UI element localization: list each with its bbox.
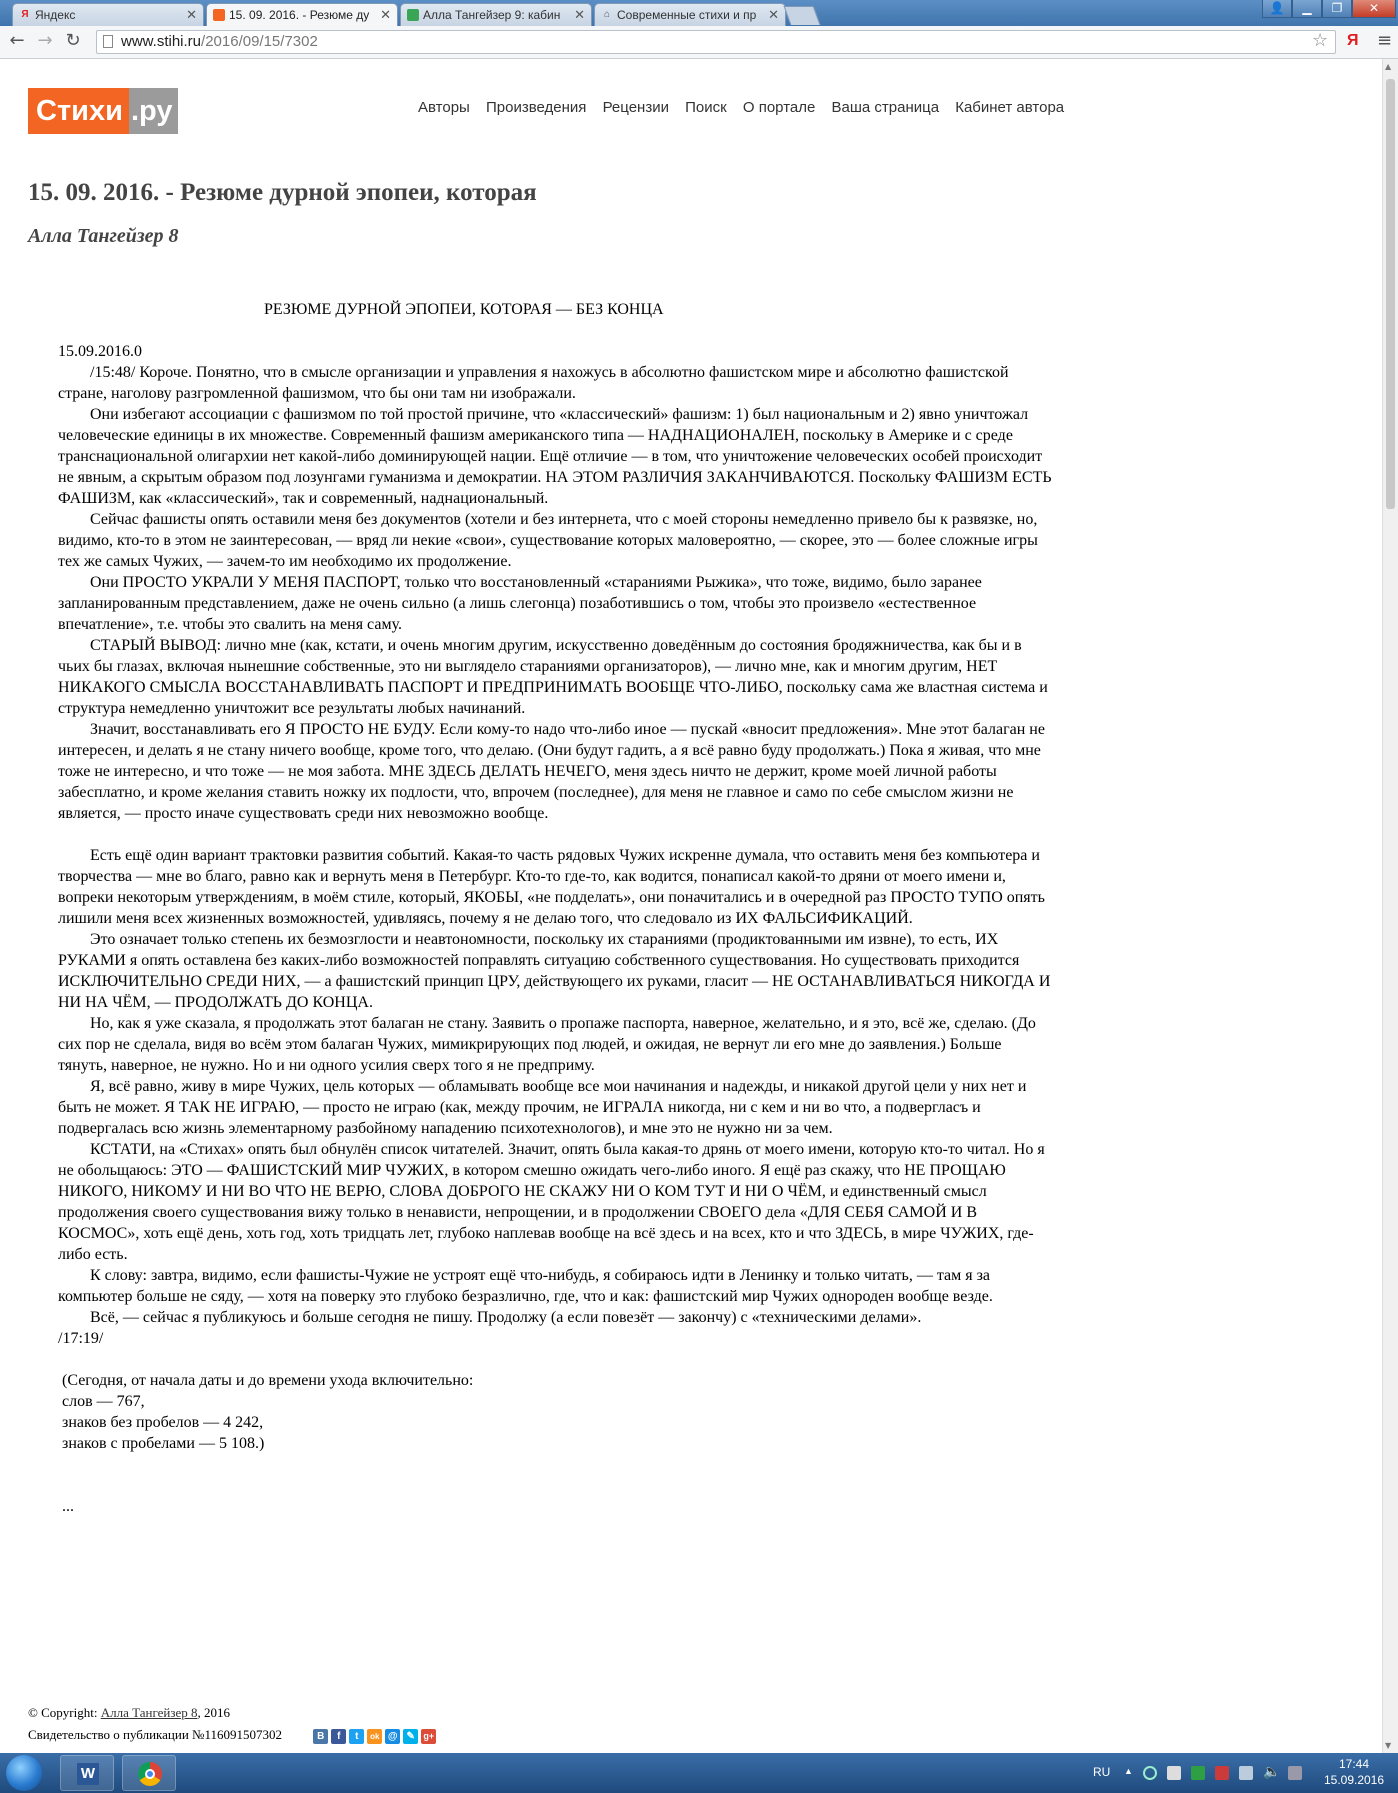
browser-tab-bar (0, 0, 1398, 26)
paragraph: КСТАТИ, на «Стихах» опять был обнулён список читателей. Значит, опять была какая-то дрянь от моего имени, которую кто-то читал. Но я не обольщаюсь: ЭТО — ФАШИСТСКИЙ МИР ЧУЖИХ, в котором смешно ожидать чего-либо иного. Я ещё раз скажу, что НЕ ПРОЩАЮ НИКОГО, НИКОМУ И НИ ВО ЧТО НЕ ВЕРЮ, СЛОВА ДОБРОГО НЕ СКАЖУ НИ О КОМ ТУТ И НИ О ЧЁМ, и единственный смысл продолжения своего существования вижу только в ненависти, непрощении, и в продолжении СВОЕГО дела «ДЛЯ СЕБЯ САМОЙ И В КОСМОС», хоть ещё день, хоть год, хоть тридцать лет, глубоко наплевав вообще на всё здесь и на всех, кто и что ЗДЕСЬ, в мире ЧУЖИХ, где-либо есть. (58, 1141, 1045, 1263)
reload-icon[interactable]: ↻ (65, 30, 81, 51)
taskbar-chrome[interactable] (122, 1755, 176, 1791)
paragraph: Сейчас фашисты опять оставили меня без документов (хотели и без интернета, что с моей стороны немедленно привело бы к развязке, но, видимо, кто-то в этом не заинтересован, — вряд ли некие «свои», существование которых маловероятно, — скорее, это — более сложные игры тех же самых Чужих, — зачем-то им необходимо их продолжение. (58, 511, 1038, 570)
share-buttons (313, 1729, 436, 1744)
word-stats (58, 1370, 1054, 1454)
site-navigation (418, 99, 1076, 116)
tab-close-icon[interactable]: ✕ (186, 7, 197, 22)
close-window-button[interactable]: ✕ (1352, 0, 1396, 18)
tray-antivirus-icon[interactable] (1191, 1766, 1205, 1780)
odnoklassniki-icon[interactable]: ok (367, 1729, 382, 1744)
ellipsis: ... (62, 1498, 74, 1515)
stats-line: слов — 767, (62, 1393, 145, 1410)
nav-about[interactable]: О портале (742, 99, 816, 116)
paragraph: Есть ещё один вариант трактовки развития событий. Какая-то часть рядовых Чужих искренне думала, что оставить меня без компьютера и творчества — мне во благо, равно как и вернуть меня в Петербург. Кто-то где-то, как водится, понаписал какой-то дряни от моего имени и, вопреки некоторым утверждениям, в моём стиле, который, ЯКОБЫ, «не подделать», они поначитались и в очередной раз ПРОСТО ТУПО опять лишили меня всех жизненных возможностей, удивляясь, почему я не делаю того, что следовало из ИХ ФАЛЬСИФИКАЦИЙ. (58, 847, 1045, 927)
address-bar[interactable] (96, 30, 1336, 54)
copyright-prefix: © Copyright: (28, 1705, 101, 1720)
url-host: www.stihi.ru (121, 33, 202, 50)
nav-your-page[interactable]: Ваша страница (831, 99, 940, 116)
tab-current-work[interactable] (206, 3, 398, 26)
copyright-author-link[interactable]: Алла Тангейзер 8 (100, 1705, 198, 1720)
paragraph: Это означает только степень их безмозглости и неавтономности, поскольку их стараниями (продиктованными им извне), то есть, ИХ РУКАМИ я опять оставлена без каких-либо возможностей поправлять ситуацию собственного существования. Но существовать приходится ИСКЛЮЧИТЕЛЬНО СРЕДИ НИХ, — а фашистский принцип ЦРУ, действующего их руками, гласит — НЕ ОСТАНАВЛИВАТЬСЯ НИКОГДА И НИ НА ЧЁМ, — ПРОДОЛЖАТЬ ДО КОНЦА. (58, 931, 1051, 1011)
googleplus-icon[interactable]: g+ (421, 1729, 436, 1744)
nav-authors[interactable]: Авторы (418, 99, 470, 116)
tray-keyboard-icon[interactable] (1288, 1766, 1302, 1780)
tray-expand-icon[interactable]: ▲ (1124, 1766, 1133, 1776)
tab-cabinet[interactable] (400, 3, 592, 26)
green-favicon-icon (407, 9, 419, 21)
tab-yandex[interactable] (12, 3, 204, 26)
browser-toolbar (0, 26, 1398, 59)
paragraph: Но, как я уже сказала, я продолжать этот балаган не стану. Заявить о пропаже паспорта, наверное, желательно, и я это, всё же, сделаю. (До сих пор не сделала, видя во всём этом балаган Чужих, мимикрирующих под людей, и ожидая, не вернут ли его мне до заявления.) Больше тянуть, наверное, не нужно. Но и ни одного усилия сверх того я не предприму. (58, 1015, 1036, 1074)
logo-part-1: Стихи (28, 88, 129, 134)
paragraph: /15:48/ Короче. Понятно, что в смысле организации и управления я нахожусь в абсолютно фашистском мире и абсолютно фашистской стране, наголову разгромленной фашизмом, что бы они там ни изображали. (58, 364, 1009, 402)
yandex-button[interactable]: Я (1347, 32, 1359, 49)
tab-modern-poems[interactable] (594, 3, 786, 26)
facebook-icon[interactable]: f (331, 1729, 346, 1744)
paragraph: К слову: завтра, видимо, если фашисты-Чужие не устроят ещё что-нибудь, я собираюсь идти в Ленинку и только читать, — там я за компьютер больше не сяду, — хотя на поверку это глубоко безразлично, где, что и как: фашистский мир Чужих однороден вообще везде. (58, 1267, 993, 1305)
tab-label: Современные стихи и пр (617, 8, 757, 22)
user-icon[interactable]: 👤 (1262, 0, 1292, 18)
certificate-text: Свидетельство о публикации №116091507302 (28, 1727, 282, 1742)
tab-close-icon[interactable]: ✕ (574, 7, 585, 22)
stats-line: знаков с пробелами — 5 108.) (62, 1435, 265, 1452)
site-logo[interactable] (28, 88, 178, 134)
work-title: 15. 09. 2016. - Резюме дурной эпопеи, которая (28, 179, 537, 206)
tab-close-icon[interactable]: ✕ (768, 7, 779, 22)
vertical-scrollbar[interactable] (1382, 59, 1398, 1753)
paragraph: Я, всё равно, живу в мире Чужих, цель которых — обламывать вообще все мои начинания и надежды, и никакой другой цели у них нет и быть не может. Я ТАК НЕ ИГРАЮ, — просто не играю (как, между прочим, не ИГРАЛА никогда, ни с кем и ни во что, а подвергласъ и подвергалась всю жизнь элементарному разбойному нападению психотехнологов), и мне это не нужно ни за чем. (58, 1078, 1027, 1137)
date-line: 15.09.2016.0 (58, 343, 142, 360)
maximize-button[interactable]: ❐ (1322, 0, 1352, 18)
word-icon: W (77, 1763, 99, 1785)
work-author[interactable]: Алла Тангейзер 8 (28, 225, 179, 247)
page-icon (103, 35, 113, 48)
livejournal-icon[interactable]: ✎ (403, 1729, 418, 1744)
page-viewport (0, 59, 1382, 1753)
text-heading: РЕЗЮМЕ ДУРНОЙ ЭПОПЕИ, КОТОРАЯ — БЕЗ КОНЦА (264, 301, 664, 318)
mailru-icon[interactable]: @ (385, 1729, 400, 1744)
tray-network-icon[interactable] (1167, 1766, 1181, 1780)
paragraph: Всё, — сейчас я публикуюсь и больше сегодня не пишу. Продолжу (а если повезёт — закончу) с «техническими делами». (90, 1309, 922, 1326)
tray-display-icon[interactable] (1239, 1766, 1253, 1780)
paragraph: Значит, восстанавливать его Я ПРОСТО НЕ БУДУ. Если кому-то надо что-либо иное — пускай «вносит предложения». Мне этот балаган не интересен, и делать я не стану ничего вообще, кроме того, что делаю. (Они будут гадить, а я всё равно буду продолжать.) Пока я живая, что мне тоже не интересно, и что тоже — не моя забота. МНЕ ЗДЕСЬ ДЕЛАТЬ НЕЧЕГО, меня здесь ничто не держит, кроме моей личной работы забесплатно, и кроме желания ставить ножку их подлости, что, впрочем (последнее), для меня не главное и само по себе смыслом жизни не является, — просто иначе существовать среди них невозможно вообще. (58, 721, 1045, 822)
browser-menu-icon[interactable]: ≡ (1377, 30, 1393, 51)
scrollbar-thumb[interactable] (1386, 79, 1395, 509)
taskbar-clock[interactable] (1318, 1756, 1390, 1788)
work-footer (28, 1702, 436, 1746)
new-tab-button[interactable] (784, 6, 821, 25)
paragraph: СТАРЫЙ ВЫВОД: лично мне (как, кстати, и очень многим другим, искусственно доведённым до состояния бродяжничества, как бы и в чьих бы глазах, включая нынешние собственные, это ни выглядело стараниями организаторов), — лично мне, как и многим другим, НЕТ НИКАКОГО СМЫСЛА ВОССТАНАВЛИВАТЬ ПАСПОРТ И ПРЕДПРИНИМАТЬ ВООБЩЕ ЧТО-ЛИБО, поскольку сама же властная система и структура немедленно уничтожит все результаты любых начинаний. (58, 637, 1048, 717)
certificate-line (28, 1724, 436, 1746)
paragraph: Они ПРОСТО УКРАЛИ У МЕНЯ ПАСПОРТ, только что восстановленный «стараниями Рыжика», что тоже, видимо, было заранее запланированным представлением, даже не очень сильно (а лишь слегонца) позаботившись о том, чтобы это произвело «естественное впечатление», т.е. чтобы это свалить на меня саму. (58, 574, 982, 633)
copyright-line (28, 1702, 436, 1724)
start-button[interactable] (6, 1755, 42, 1791)
nav-reviews[interactable]: Рецензии (602, 99, 669, 116)
nav-works[interactable]: Произведения (485, 99, 587, 116)
stihi-favicon-icon (213, 9, 225, 21)
scroll-up-icon[interactable]: ▲ (1385, 62, 1392, 71)
tab-label: 15. 09. 2016. - Резюме ду (229, 8, 370, 22)
yandex-favicon-icon: Я (21, 9, 29, 20)
vk-icon[interactable]: В (313, 1729, 328, 1744)
chrome-icon (138, 1762, 162, 1786)
stats-line: знаков без пробелов — 4 242, (62, 1414, 264, 1431)
clock-date: 15.09.2016 (1323, 1773, 1385, 1787)
url-path: /2016/09/15/7302 (201, 33, 318, 50)
clock-time: 17:44 (1338, 1757, 1370, 1771)
tab-label: Алла Тангейзер 9: кабин (423, 8, 561, 22)
minimize-button[interactable]: ▁ (1292, 0, 1322, 18)
paragraph: Они избегают ассоциации с фашизмом по той простой причине, что «классический» фашизм: 1) был национальным и 2) явно уничтожал человеческие единицы в их множестве. Современный фашизм американского типа — НАДНАЦИОНАЛЕН, поскольку в Америке и с среде транснациональной олигархии нет какой-либо доминирующей нации. Ещё отличие — в том, что уничтожение человеческих особей происходит не явным, а скрытым образом под лозунгами гуманизма и демократии. НА ЭТОМ РАЗЛИЧИЯ ЗАКАНЧИВАЮТСЯ. Поскольку ФАШИЗМ ЕСТЬ ФАШИЗМ, как «классический», так и современный, наднациональный. (58, 406, 1052, 507)
taskbar-word[interactable] (60, 1755, 114, 1791)
home-favicon-icon: ⌂ (603, 9, 611, 20)
stats-line: (Сегодня, от начала даты и до времени ухода включительно: (62, 1372, 474, 1389)
copyright-year: , 2016 (197, 1705, 230, 1720)
nav-search[interactable]: Поиск (685, 99, 727, 116)
tab-close-icon[interactable]: ✕ (380, 7, 391, 22)
language-indicator[interactable]: RU (1093, 1765, 1111, 1779)
windows-taskbar (0, 1753, 1398, 1793)
nav-author-cabinet[interactable]: Кабинет автора (955, 99, 1065, 116)
scroll-down-icon[interactable]: ▼ (1385, 1741, 1392, 1750)
tab-label: Яндекс (35, 8, 76, 22)
bookmark-star-icon[interactable]: ☆ (1312, 30, 1329, 51)
tray-alert-icon[interactable] (1215, 1766, 1229, 1780)
tray-app-icon[interactable] (1143, 1766, 1157, 1780)
back-arrow-icon[interactable]: ← (9, 30, 25, 51)
twitter-icon[interactable]: t (349, 1729, 364, 1744)
work-text (58, 299, 1054, 1517)
volume-icon[interactable]: 🔈 (1263, 1763, 1281, 1779)
end-time: /17:19/ (58, 1330, 104, 1347)
forward-arrow-icon[interactable]: → (37, 30, 53, 51)
logo-part-2: .ру (129, 88, 179, 134)
